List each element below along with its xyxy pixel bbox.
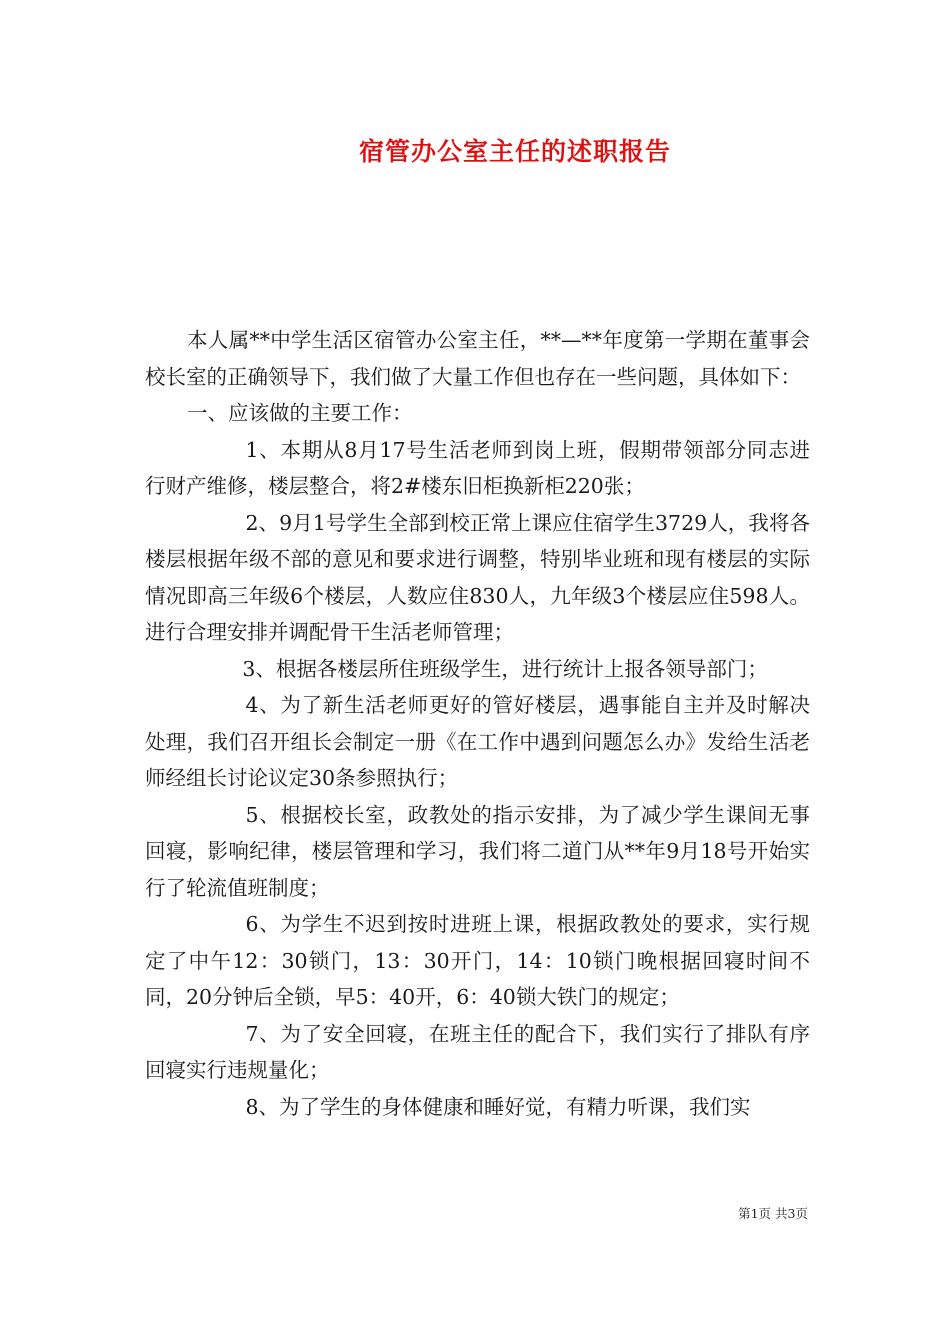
section-heading: 一、应该做的主要工作： [187,401,413,425]
list-item: 7、为了安全回寝，在班主任的配合下，我们实行了排队有序回寝实行违规量化； [145,1021,810,1082]
list-item: 2、9月1号学生全部到校正常上课应住宿学生3729人，我将各楼层根据年级不部的意见和要求进行调整，特别毕业班和现有楼层的实际情况即高三年级6个楼层，人数应住830人，九年级3个楼层应住598人。进行合理安排并调配骨干生活老师管理； [145,510,810,644]
list-item: 1、本期从8月17号生活老师到岗上班，假期带领部分同志进行财产维修，楼层整合，将2#楼东旧柜换新柜220张； [145,437,810,498]
paragraph-intro: 本人属**中学生活区宿管办公室主任，**—**年度第一学期在董事会校长室的正确领导下，我们做了大量工作但也存在一些问题，具体如下： [145,328,810,389]
document-body [145,322,810,1125]
document-title: 宿管办公室主任的述职报告 [358,137,671,166]
list-item: 8、为了学生的身体健康和睡好觉，有精力听课，我们实 [245,1094,751,1119]
list-item: 5、根据校长室，政教处的指示安排，为了减少学生课间无事回寝，影响纪律，楼层管理和学习，我们将二道门从**年9月18号开始实行了轮流值班制度； [145,802,810,900]
list-item: 3、根据各楼层所住班级学生，进行统计上报各领导部门； [242,656,768,681]
page-number-footer: 第1页 共3页 [738,1206,808,1221]
list-item: 6、为学生不迟到按时进班上课，根据政教处的要求，实行规定了中午12：30锁门，13：30开门，14：10锁门晚根据回寝时间不同，20分钟后全锁，早5：40开，6：40锁大铁门的规定； [145,912,810,1009]
list-item: 4、为了新生活老师更好的管好楼层，遇事能自主并及时解决处理，我们召开组长会制定一册《在工作中遇到问题怎么办》发给生活老师经组长讨论议定30条参照执行； [145,693,810,790]
